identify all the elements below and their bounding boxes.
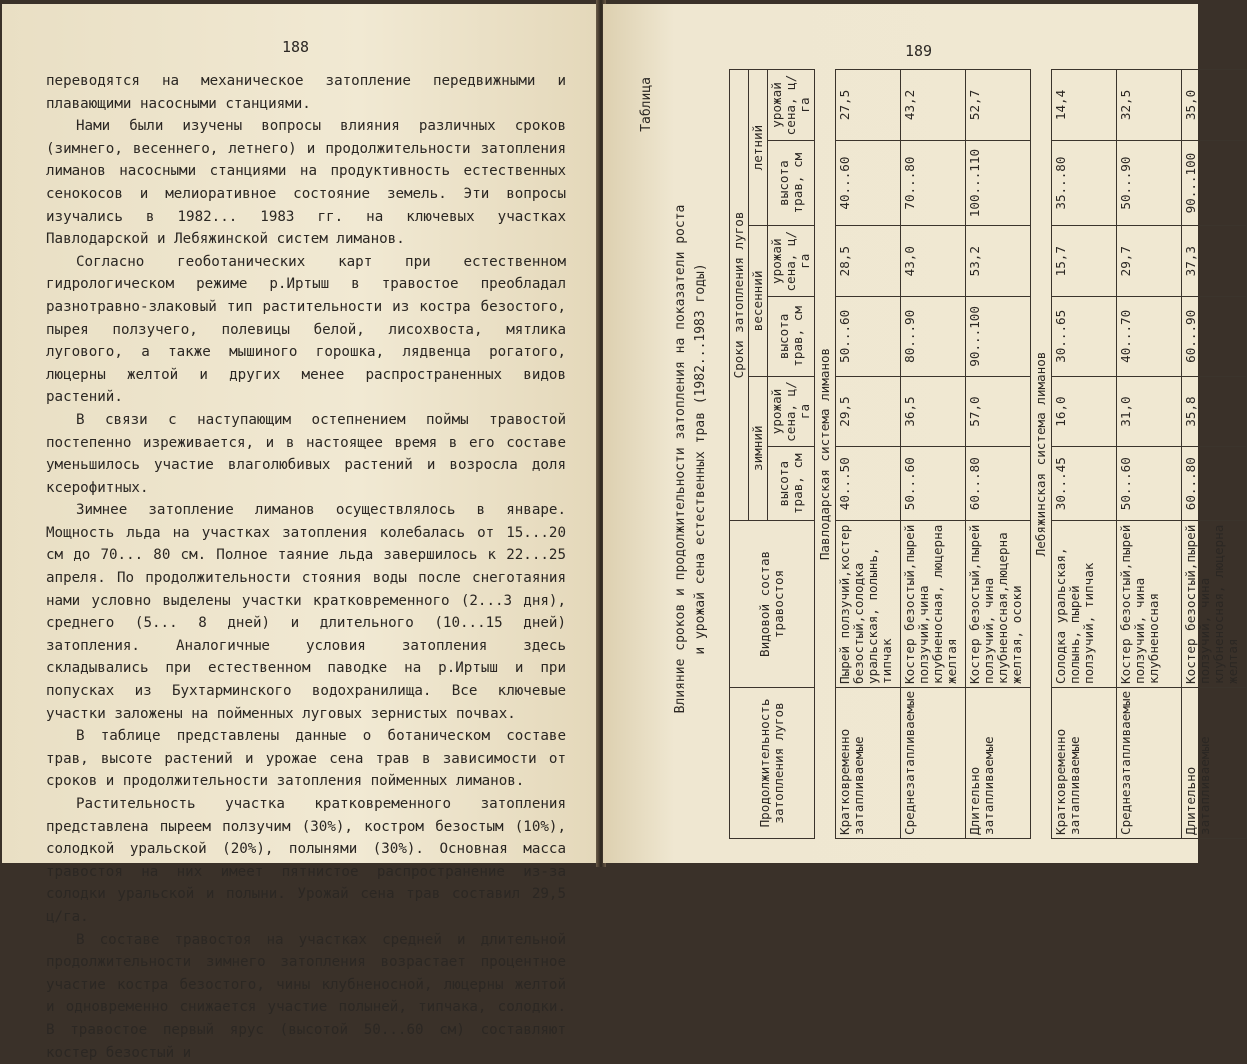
- cell-winter-y: 36,5: [901, 376, 966, 447]
- body-paragraph: переводятся на механическое затопление передвижными и плавающими насосными станциями.: [46, 73, 566, 112]
- cell-winter-y: 31,0: [1117, 376, 1182, 447]
- cell-spring-y: 53,2: [966, 226, 1031, 297]
- cell-winter-h: 40...50: [836, 447, 901, 520]
- cell-summer-y: 32,5: [1117, 70, 1182, 141]
- rotated-table-block: [625, 59, 1240, 849]
- cell-duration: Кратковременно затапливаемые: [1052, 687, 1117, 838]
- cell-winter-h: 60...80: [966, 447, 1031, 520]
- table-row: [1052, 70, 1117, 839]
- body-paragraph: Нами были изучены вопросы влияния различных сроков (зимнего, весеннего, летнего) и продолжительности затопления лиманов насосными станциями на продуктивность естественных сенокосов и мелиоративное состояние земель. Эти вопросы изучались в 1982... 1983 гг. на ключевых участках Павлодарской и Лебяжинской систем лиманов.: [46, 118, 566, 248]
- section-header-row: [815, 70, 836, 839]
- body-paragraph: Зимнее затопление лиманов осуществлялось в январе. Мощность льда на участках затопления колебалась от 15...20 см до 70... 80 см. Полное таяние льда завершилось к 22...25 апреля. По продолжительности стояния воды после снеготаяния нами условно выделены участки кратковременного (2...3 дня), среднего (5... 8 дней) и длительного (10...15 дней) затопления. Аналогичные условия затопления здесь складывались при естественном паводке на р.Иртыш и при попусках из Бухтарминского водохранилища. Все ключевые участки заложены на пойменных луговых зернистых почвах.: [46, 502, 566, 722]
- cell-winter-y: 29,5: [836, 376, 901, 447]
- cell-duration: Длительно затапливаемые: [1182, 687, 1247, 838]
- section-name: Лебяжинская система лиманов: [1031, 70, 1052, 839]
- cell-summer-h: 100...110: [966, 140, 1031, 225]
- cell-winter-y: 35,8: [1182, 376, 1247, 447]
- cell-summer-h: 35...80: [1052, 140, 1117, 225]
- cell-duration: Длительно затапливаемые: [966, 687, 1031, 838]
- cell-summer-h: 70...80: [901, 140, 966, 225]
- header-composition: Видовой состав травостоя: [730, 520, 815, 687]
- body-paragraph: Согласно геоботанических карт при естественном гидрологическом режиме р.Иртыш в травостое преобладал разнотравно-злаковый тип растительности из костра безостого, пырея ползучего, полевицы белой, лисохвоста, мятлика лугового, а также мышиного горошка, лядвенца рогатого, люцерны желтой и других менее распространенных видов растений.: [46, 253, 566, 406]
- cell-winter-h: 50...60: [1117, 447, 1182, 520]
- cell-duration: Среднезатапливаемые: [901, 687, 966, 838]
- cell-spring-h: 50...60: [836, 297, 901, 376]
- cell-duration: Кратковременно затапливаемые: [836, 687, 901, 838]
- body-paragraph: В связи с наступающим остепнением поймы травостой постепенно изреживается, и в настоящее время в его составе уменьшилось участие влаголюбивых растений и возросла доля ксерофитных.: [46, 411, 566, 496]
- cell-winter-h: 50...60: [901, 447, 966, 520]
- header-summer-yield: урожай сена, ц/га: [768, 70, 815, 141]
- cell-winter-h: 30...45: [1052, 447, 1117, 520]
- header-winter: зимний: [749, 376, 768, 520]
- cell-duration: Среднезатапливаемые: [1117, 687, 1182, 838]
- cell-composition: Пырей ползучий,костер безостый,солодка уральская, полынь, типчак: [836, 520, 901, 687]
- right-page: [603, 4, 1240, 863]
- header-spring: весенний: [749, 226, 768, 376]
- table-row: [966, 70, 1031, 839]
- cell-summer-y: 43,2: [901, 70, 966, 141]
- table-row: [901, 70, 966, 839]
- cell-spring-y: 43,0: [901, 226, 966, 297]
- cell-spring-y: 28,5: [836, 226, 901, 297]
- section-name: Павлодарская система лиманов: [815, 70, 836, 839]
- cell-spring-h: 90...100: [966, 297, 1031, 376]
- header-spring-height: высота трав, см: [768, 297, 815, 376]
- left-page: [2, 4, 599, 1061]
- cell-summer-h: 50...90: [1117, 140, 1182, 225]
- cell-summer-h: 40...60: [836, 140, 901, 225]
- page-number-right: 189: [905, 42, 933, 60]
- cell-spring-h: 80...90: [901, 297, 966, 376]
- cell-spring-y: 15,7: [1052, 226, 1117, 297]
- table-title: [671, 69, 711, 849]
- cell-spring-h: 60...90: [1182, 297, 1247, 376]
- cell-summer-y: 27,5: [836, 70, 901, 141]
- body-paragraph: Растительность участка кратковременного затопления представлена пыреем ползучим (30%), костром безостым (10%), солодкой уральской (20%), полынями (30%). Основная масса травостоя на них имеет пятнистое распространение из-за солодки уральской и полыни. Урожай сена трав составил 29,5 ц/га.: [46, 796, 566, 925]
- cell-summer-y: 35,0: [1182, 70, 1247, 141]
- cell-spring-h: 40...70: [1117, 297, 1182, 376]
- header-duration: Продолжительность затопления лугов: [730, 687, 815, 838]
- cell-composition: Костер безостый,пырей ползучий,чина клубненосная, люцерна желтая: [901, 520, 966, 687]
- cell-spring-y: 37,3: [1182, 226, 1247, 297]
- header-winter-height: высота трав, см: [768, 447, 815, 520]
- table-title-line-1: Влияние сроков и продолжительности затопления на показатели роста: [673, 204, 688, 714]
- header-winter-yield: урожай сена, ц/га: [768, 376, 815, 447]
- cell-composition: Костер безостый,пырей ползучий, чина клубненосная,люцерна желтая, осоки: [966, 520, 1031, 687]
- header-summer: летний: [749, 70, 768, 226]
- cell-spring-y: 29,7: [1117, 226, 1182, 297]
- cell-composition: Солодка уральская, полынь, пырей ползучий, типчак: [1052, 520, 1117, 687]
- header-spring-yield: урожай сена, ц/га: [768, 226, 815, 297]
- cell-spring-h: 30...65: [1052, 297, 1117, 376]
- header-summer-height: высота трав, см: [768, 140, 815, 225]
- cell-winter-y: 16,0: [1052, 376, 1117, 447]
- header-terms: Сроки затопления лугов: [730, 70, 749, 521]
- table-body: [815, 70, 1247, 839]
- cell-summer-h: 90...100: [1182, 140, 1247, 225]
- table-row: [836, 70, 901, 839]
- section-header-row: [1031, 70, 1052, 839]
- table-title-line-2: и урожай сена естественных трав (1982...1983 годы): [693, 263, 708, 655]
- table-row: [1117, 70, 1182, 839]
- cell-composition: Костер безостый,пырей ползучий, чина клубненосная: [1117, 520, 1182, 687]
- flooding-table: [729, 69, 1247, 839]
- table-label: Таблица: [639, 77, 654, 132]
- table-row: [1182, 70, 1247, 839]
- cell-winter-h: 60...80: [1182, 447, 1247, 520]
- cell-summer-y: 52,7: [966, 70, 1031, 141]
- page-number-left: 188: [282, 38, 310, 56]
- cell-composition: Костер безостый,пырей ползучий, чина клубненосная, люцерна желтая: [1182, 520, 1247, 687]
- cell-winter-y: 57,0: [966, 376, 1031, 447]
- body-paragraph: В таблице представлены данные о ботаническом составе трав, высоте растений и урожае сена трав в зависимости от сроков и продолжительности затопления пойменных лиманов.: [46, 728, 566, 790]
- cell-summer-y: 14,4: [1052, 70, 1117, 141]
- left-page-text: [46, 70, 566, 1064]
- body-paragraph: В составе травостоя на участках средней и длительной продолжительности зимнего затопления возрастает процентное участие костра безостого, чины клубненосной, люцерны желтой и одновременно снижается участие полыней, типчака, солодки. В травостое первый ярус (высотой 50...60 см) составляют костер безостый и: [46, 931, 566, 1061]
